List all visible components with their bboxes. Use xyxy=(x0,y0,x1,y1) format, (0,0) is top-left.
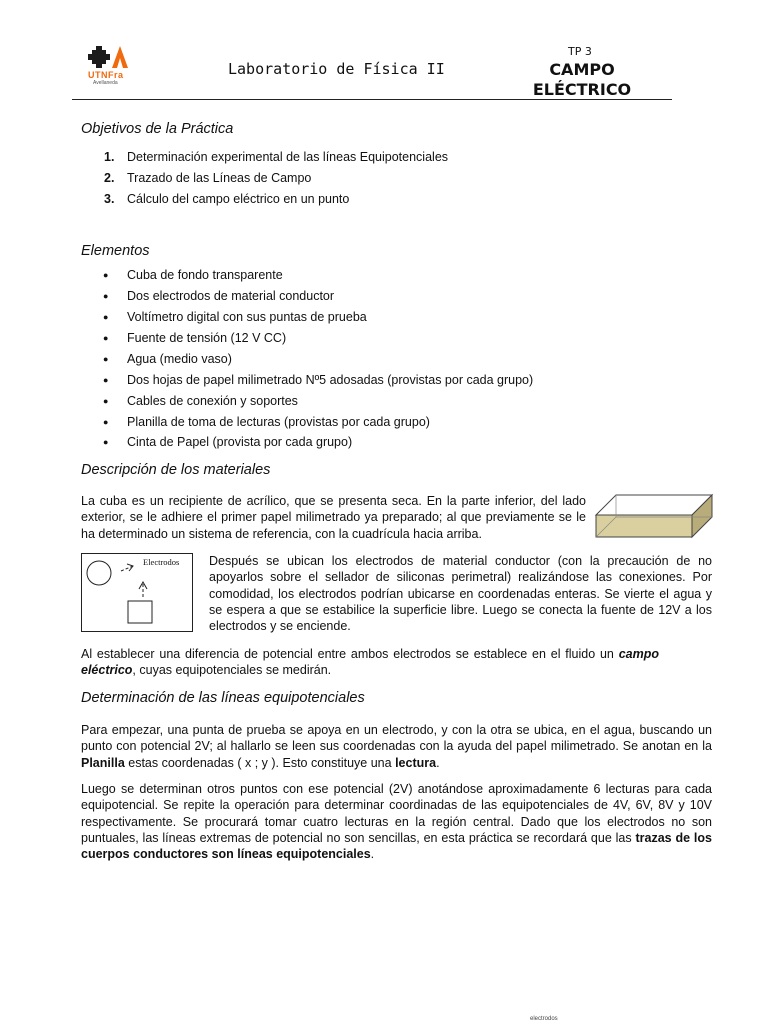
element-text: Cuba de fondo transparente xyxy=(127,268,283,282)
materials-paragraph-1: La cuba es un recipiente de acrílico, que se presenta seca. En la parte inferior, del lado exterior, se le adhiere el primer papel milimetrado ya preparado; al que previamente se le ha determinado un sistema de referencia, con la cuadrícula hacia arriba. xyxy=(81,494,586,541)
paragraph-text: , cuyas equipotenciales se medirán. xyxy=(132,663,332,678)
objective-item xyxy=(104,150,448,164)
footer-fragment: electrodos xyxy=(530,1016,558,1022)
paragraph-text: Para empezar, una punta de prueba se apoya en un electrodo, y con la otra se ubica, en el agua, buscando un punto con potencial 2V; al hallarlo se leen sus coordenadas con la ayuda del papel milimetrado. Se anotan en la xyxy=(81,723,712,754)
element-item xyxy=(103,331,286,345)
bullet-icon: ● xyxy=(103,396,109,406)
element-item xyxy=(103,394,298,408)
header-divider xyxy=(72,99,672,100)
objective-number: 1. xyxy=(104,150,115,164)
element-text: Planilla de toma de lecturas (provistas por cada grupo) xyxy=(127,415,430,429)
emphasis-text: campo eléctrico xyxy=(81,647,659,678)
objective-item xyxy=(104,192,349,206)
bold-text: lectura xyxy=(395,755,437,770)
square-electrode-icon xyxy=(128,601,152,623)
objective-text: Trazado de las Líneas de Campo xyxy=(127,171,312,185)
electrodes-label: Electrodos xyxy=(143,557,180,567)
paragraph-text: . xyxy=(370,847,375,862)
element-item xyxy=(103,352,232,366)
bullet-icon: ● xyxy=(103,417,109,427)
element-text: Cinta de Papel (provista por cada grupo) xyxy=(127,435,353,449)
element-text: Fuente de tensión (12 V CC) xyxy=(127,331,287,345)
element-text: Agua (medio vaso) xyxy=(127,352,232,366)
element-item xyxy=(103,268,283,282)
bullet-icon: ● xyxy=(103,312,109,322)
objective-text: Determinación experimental de las líneas Equipotenciales xyxy=(127,150,449,164)
element-item xyxy=(103,310,367,324)
bullet-icon: ● xyxy=(103,437,109,447)
equipotential-heading: Determinación de las líneas equipotenciales xyxy=(81,690,365,706)
objective-number: 2. xyxy=(104,171,115,185)
objectives-heading: Objetivos de la Práctica xyxy=(81,121,234,137)
element-text: Cables de conexión y soportes xyxy=(127,394,298,408)
round-electrode-icon xyxy=(87,561,111,585)
lab-title: Laboratorio de Física II xyxy=(228,60,445,78)
equipotential-paragraph-1 xyxy=(81,722,712,771)
element-text: Dos electrodos de material conductor xyxy=(127,289,335,303)
logo-text: UTNFra xyxy=(88,70,124,80)
tp-label: TP 3 xyxy=(568,45,592,58)
bullet-icon: ● xyxy=(103,270,109,280)
bold-text: Planilla xyxy=(81,755,125,770)
equipotential-paragraph-2 xyxy=(81,781,712,862)
element-text: Dos hojas de papel milimetrado Nº5 adosadas (provistas por cada grupo) xyxy=(127,373,534,387)
bullet-icon: ● xyxy=(103,333,109,343)
paragraph-text: Al establecer una diferencia de potencial entre ambos electrodos se establece en el fluido un xyxy=(81,647,619,661)
element-item xyxy=(103,289,334,303)
element-item xyxy=(103,373,533,387)
materials-heading: Descripción de los materiales xyxy=(81,462,271,478)
element-item xyxy=(103,435,352,449)
materials-paragraph-2: Después se ubican los electrodos de material conductor (con la precaución de no apoyarlos sobre el sellador de siliconas perimetral) realizándose las conexiones. Por comodidad, los electrodos podrían ubicarse en coordenadas enteras. Se vierte el agua y se espera a que se estabilice la superficie libre. Luego se conecta la fuente de 12V a los electrodos y se enciende. xyxy=(209,554,712,634)
paragraph-text: Luego se determinan otros puntos con ese potencial (2V) anotándose aproximadamente 6 lecturas para cada equipotencial. Se repite la operación para determinar coordinadas de las equipotenciales de 4V, 6V, 8V y 10V respectivamente. Se procurará tomar cuatro lecturas en la región central. Dado que los electrodos no son puntuales, las líneas extremas de potencial no son sencillas, en esta práctica se recordará que las xyxy=(81,782,712,845)
document-title: CAMPO ELÉCTRICO xyxy=(532,60,632,99)
elements-heading: Elementos xyxy=(81,243,150,259)
element-text: Voltímetro digital con sus puntas de prueba xyxy=(127,310,367,324)
bullet-icon: ● xyxy=(103,291,109,301)
bullet-icon: ● xyxy=(103,375,109,385)
materials-paragraph-3 xyxy=(81,646,659,679)
logo-subtext: Avellaneda xyxy=(93,80,118,86)
bold-text: trazas de los cuerpos conductores son líneas equipotenciales xyxy=(81,830,712,862)
objective-number: 3. xyxy=(104,192,115,206)
acrylic-tray-figure xyxy=(594,493,714,548)
element-item xyxy=(103,415,430,429)
bullet-icon: ● xyxy=(103,354,109,364)
objective-text: Cálculo del campo eléctrico en un punto xyxy=(127,192,350,206)
paragraph-text: estas coordenadas ( x ; y ). Esto constituye una xyxy=(124,755,396,770)
objective-item xyxy=(104,171,311,185)
paragraph-text: . xyxy=(436,755,440,770)
